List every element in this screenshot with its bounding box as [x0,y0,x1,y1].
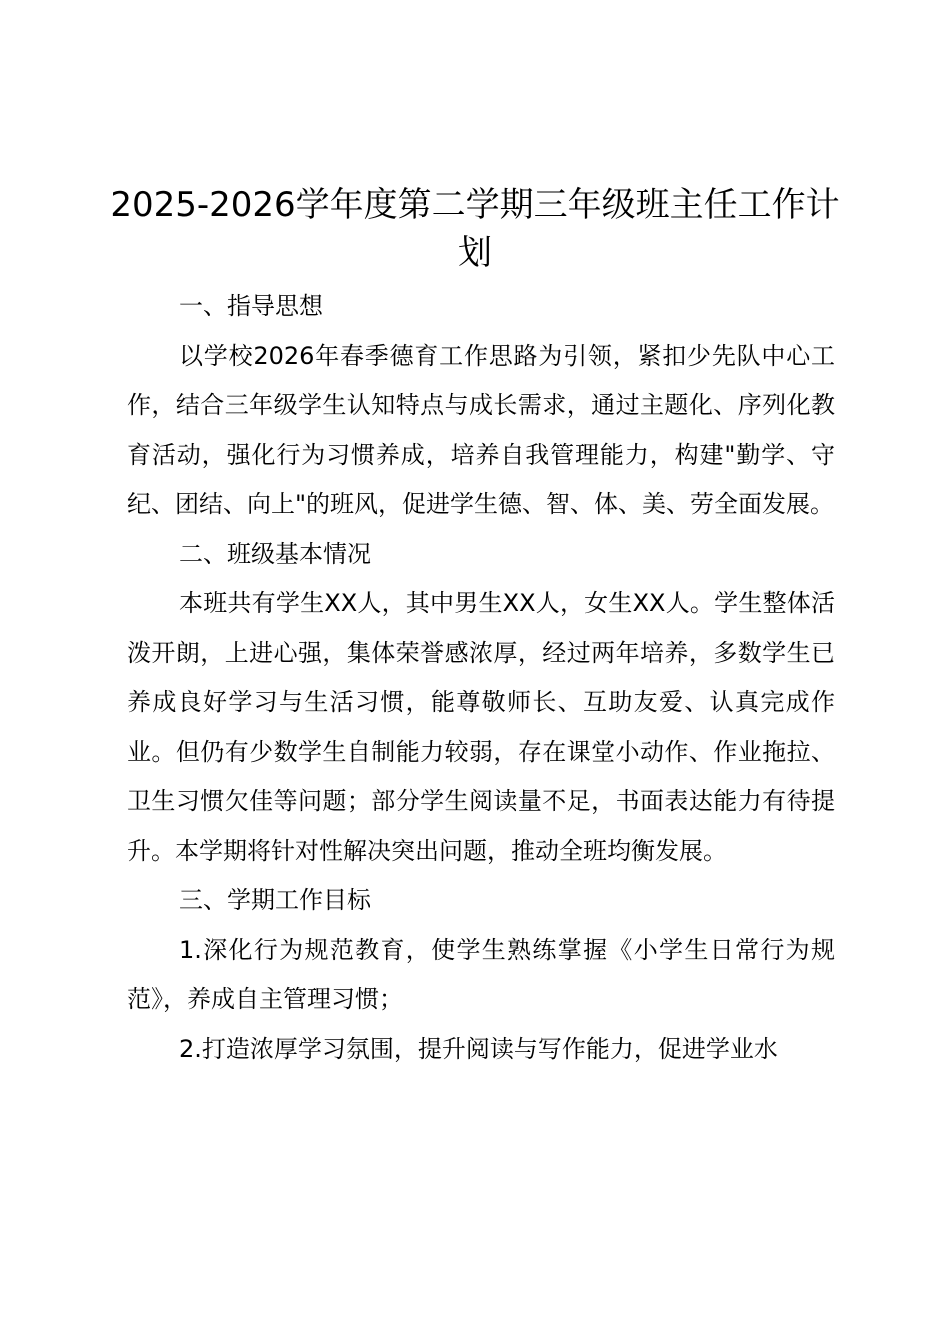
goal-item-1: 1.深化行为规范教育，使学生熟练掌握《小学生日常行为规范》，养成自主管理习惯； [127,935,835,1013]
goal-item-2: 2.打造浓厚学习氛围，提升阅读与写作能力，促进学业水 [179,1034,778,1063]
section-heading-semester-goals: 三、学期工作目标 [179,886,371,914]
document-title: 2025-2026学年度第二学期三年级班主任工作计划 [110,185,840,273]
paragraph-class-situation: 本班共有学生XX人，其中男生XX人，女生XX人。学生整体活泼开朗，上进心强，集体荣誉感浓厚，经过两年培养，多数学生已养成良好学习与生活习惯，能尊敬师长、互助友爱、认真完成作业。但仍有少数学生自制能力较弱，存在课堂小动作、作业拖拉、卫生习惯欠佳等问题；部分学生阅读量不足，书面表达能力有待提升。本学期将针对性解决突出问题，推动全班均衡发展。 [127,589,835,865]
paragraph-guiding-ideology: 以学校2026年春季德育工作思路为引领，紧扣少先队中心工作，结合三年级学生认知特点与成长需求，通过主题化、序列化教育活动，强化行为习惯养成，培养自我管理能力，构建"勤学、守纪、团结、向上"的班风，促进学生德、智、体、美、劳全面发展。 [127,341,835,518]
section-heading-guiding-ideology: 一、指导思想 [179,292,323,320]
document-body [127,282,835,1074]
section-heading-class-situation: 二、班级基本情况 [179,539,371,568]
